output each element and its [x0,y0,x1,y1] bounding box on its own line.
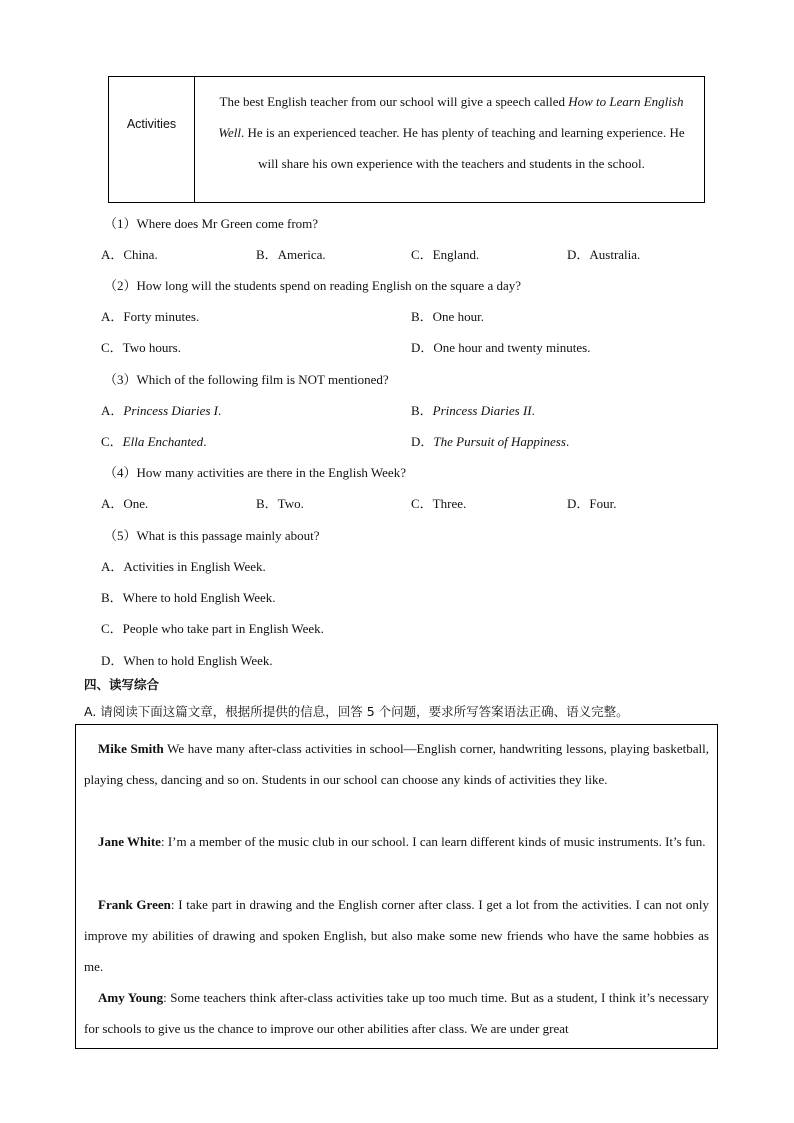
question-1: （1）Where does Mr Green come from? [104,216,319,231]
q3-option-d: D．The Pursuit of Happiness. [411,434,570,449]
section-title: 四、读写综合 [84,677,160,692]
q5-option-b: B．Where to hold English Week. [101,590,276,605]
q1-option-a: A．China. [101,247,158,262]
table-divider [194,77,195,202]
q2-option-c: C．Two hours. [101,340,181,355]
table-cell-text: The best English teacher from our school will give a speech called How to Learn English Well. He is an experienced teacher. He has plenty of teaching and learning experience. He will share his own experience with the teachers and students in the school. [218,94,685,171]
passage-paragraph: Amy Young: Some teachers think after-class activities take up too much time. But as a student, I think it’s necessary for schools to give us the chance to improve our other abilities after class. We are under great [84,990,709,1037]
q4-option-d: D．Four. [567,496,617,511]
q2-option-d: D．One hour and twenty minutes. [411,340,591,355]
q2-option-a: A．Forty minutes. [101,309,200,324]
question-2: （2）How long will the students spend on reading English on the square a day? [104,278,522,293]
q1-option-d: D．Australia. [567,247,641,262]
passage-paragraph: Mike Smith We have many after-class activities in school—English corner, handwriting lessons, playing basketball, playing chess, dancing and so on. Students in our school can choose any kinds of activities they like. [84,741,709,788]
passage-paragraph: Jane White: I’m a member of the music club in our school. I can learn different kinds of music instruments. It’s fun. [98,834,706,849]
q3-option-c: C．Ella Enchanted. [101,434,207,449]
section-instruction: A. 请阅读下面这篇文章，根据所提供的信息，回答 5 个问题，要求所写答案语法正确、语义完整。 [84,704,629,719]
q5-option-c: C．People who take part in English Week. [101,621,324,636]
q4-option-c: C．Three. [411,496,467,511]
q1-option-c: C．England. [411,247,480,262]
q5-option-d: D．When to hold English Week. [101,653,273,668]
q1-option-b: B．America. [256,247,326,262]
q2-option-b: B．One hour. [411,309,484,324]
table-label: Activities [126,117,177,131]
q4-option-b: B．Two. [256,496,304,511]
q4-option-a: A．One. [101,496,149,511]
activities-table [108,76,705,203]
q5-option-a: A．Activities in English Week. [101,559,266,574]
q3-option-a: A．Princess Diaries I. [101,403,222,418]
question-4: （4）How many activities are there in the English Week? [104,465,406,480]
q3-option-b: B．Princess Diaries II. [411,403,535,418]
passage-paragraph: Frank Green: I take part in drawing and the English corner after class. I get a lot from the activities. I can not only improve my abilities of drawing and spoken English, but also make some new friends who have the same hobbies as me. [84,897,709,975]
passage-box [75,724,718,1049]
question-5: （5）What is this passage mainly about? [104,528,320,543]
question-3: （3）Which of the following film is NOT mentioned? [104,372,389,387]
